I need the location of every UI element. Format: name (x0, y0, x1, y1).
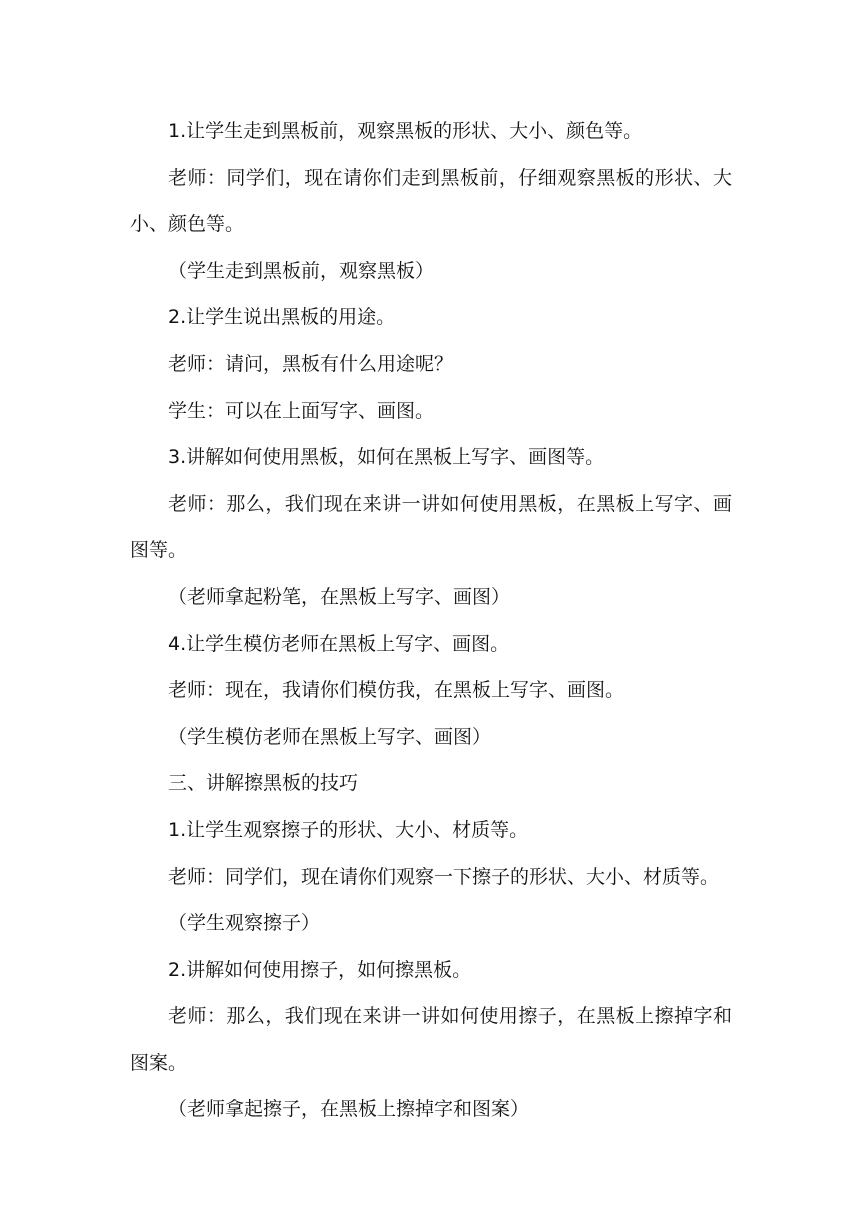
paragraph-teacher-explain-board: 老师：那么，我们现在来讲一讲如何使用黑板，在黑板上写字、画图等。 (130, 492, 732, 562)
paragraph-step-4-imitate: 4.让学生模仿老师在黑板上写字、画图。 (168, 632, 510, 655)
paragraph-student-answer: 学生：可以在上面写字、画图。 (168, 399, 435, 422)
paragraph-teacher-imitate: 老师：现在，我请你们模仿我，在黑板上写字、画图。 (168, 679, 625, 702)
paragraph-step-3-explain: 3.讲解如何使用黑板，如何在黑板上写字、画图等。 (168, 446, 605, 469)
paragraph-teacher-question-usage: 老师：请问，黑板有什么用途呢？ (168, 352, 454, 375)
paragraph-stage-direction-erase: （老师拿起擦子，在黑板上擦掉字和图案） (168, 1098, 530, 1121)
paragraph-stage-direction-chalk: （老师拿起粉笔，在黑板上写字、画图） (168, 585, 511, 608)
paragraph-stage-direction-eraser: （学生观察擦子） (168, 912, 321, 935)
paragraph-step-2-eraser-usage: 2.讲解如何使用擦子，如何擦黑板。 (168, 958, 472, 981)
paragraph-step-2-usage: 2.让学生说出黑板的用途。 (168, 306, 396, 329)
paragraph-step-1-eraser: 1.让学生观察擦子的形状、大小、材质等。 (168, 818, 529, 841)
paragraph-step-1-observe: 1.让学生走到黑板前，观察黑板的形状、大小、颜色等。 (168, 120, 643, 142)
paragraph-teacher-eraser-observe: 老师：同学们，现在请你们观察一下擦子的形状、大小、材质等。 (168, 865, 720, 888)
document-body (130, 108, 732, 1133)
paragraph-stage-direction-students-observe: （学生走到黑板前，观察黑板） (168, 259, 435, 282)
paragraph-stage-direction-imitate: （学生模仿老师在黑板上写字、画图） (168, 725, 492, 748)
section-heading-erasing: 三、讲解擦黑板的技巧 (168, 772, 359, 795)
paragraph-teacher-instruction-observe: 老师：同学们，现在请你们走到黑板前，仔细观察黑板的形状、大小、颜色等。 (130, 166, 732, 236)
paragraph-teacher-eraser-explain: 老师：那么，我们现在来讲一讲如何使用擦子，在黑板上擦掉字和图案。 (130, 1005, 732, 1074)
